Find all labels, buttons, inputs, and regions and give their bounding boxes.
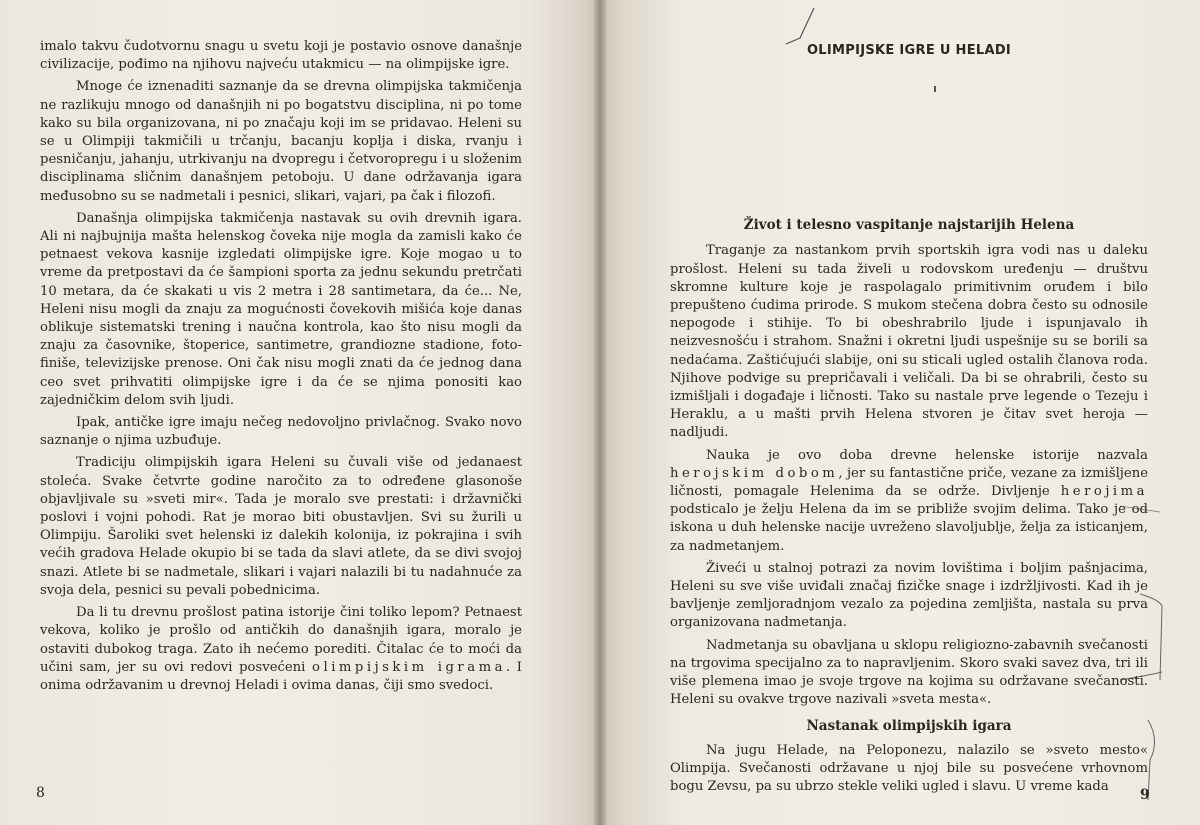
right-page [600,0,1200,825]
paragraph: Na jugu Helade, na Peloponezu, nalazilo se »sveto mesto« Olimpija. Svečanosti održavane u njoj bile su posvećene vrhovnom bogu Zevsu, pa su ubrzo stekle veliki ugled i slavu. U vreme kada [670,742,1148,795]
paragraph-text: , jer su fantastične priče, vezane za izmišljene ličnosti, pomagale Helenima da se održe. Divljenje [670,465,1148,500]
right-page-text [670,38,1148,800]
paragraph [40,604,522,695]
spacer [670,60,1148,210]
paragraph: imalo takvu čudotvornu snagu u svetu koji je postavio osnove današnje civilizacije, pođimo na njihovu najveću utakmicu — na olimpijske igre. [40,39,522,73]
paragraph [670,447,1148,556]
paragraph: Tradiciju olimpijskih igara Heleni su čuvali više od jedanaest stoleća. Svake četvrte godine naročito za to određene glasonoše objavljivale su »sveti mir«. Tada je moralo sve prestati: i državnički poslovi i vojni pohodi. Rat je morao biti obustavljen. Svi su žurili u Olimpiju. Šaroliki svet helenski iz dalekih kolonija, iz pokrajina i svih većih gradova Helade okupio bi se tada da slavi atlete, da se divi svojoj snazi. Atlete bi se nadmetale, slikari i vajari nalazili bi tu nadahnuće za svoja dela, pesnici su pevali pobednicima. [40,455,522,598]
paragraph: Mnoge će iznenaditi saznanje da se drevna olimpijska takmičenja ne razlikuju mnogo od današnjih ni po bogatstvu disciplina, ni po tome kako su bila organizovana, ni po značaju koji im se pridavao. Heleni su se u Olimpiji takmičili u trčanju, bacanju koplja i diska, rvanju i pesničanju, jahanju, utrkivanju na dvopregu i četvoropregu i u složenim disciplinama sličnim današnjem petoboju. U dane održavanja igara međusobno su se nadmetali i pesnici, slikari, vajari, pa čak i filozofi. [40,79,522,204]
page-number: 9 [1140,787,1150,803]
chapter-title: OLIMPIJSKE IGRE U HELADI [806,43,1012,58]
paragraph-text: Nauka je ovo doba drevne helenske istorije nazvala [706,447,1148,463]
paragraph: Današnja olimpijska takmičenja nastavak su ovih drevnih igara. Ali ni najbujnija mašta helenskog čoveka nije mogla da zamisli kako će petnaest vekova kasnije izgledati olimpijske igre. Koje mogao u to vreme da pretpostavi da će šampioni sporta za jednu sekundu pretrčati 10 metara, da će skakati u vis 2 metra i 28 santimetara, da će... Ne, Heleni nisu mogli da znaju za mogućnosti čovekovih mišića koje danas oblikuje sistematski trening i naučna kontrola, kao što nisu mogli da znaju za časovnike, štoperice, santimetre, grandiozne stadione, foto-finiše, televizijske prenose. Oni čak nisu mogli znati da će jednog dana ceo svet prihvatiti olimpijske igre i da će se njima ponositi kao zajedničkim delom svih ljudi. [40,210,522,408]
book-gutter [594,0,606,825]
section-heading: Život i telesno vaspitanje najstarijih Helena [743,217,1075,234]
page-number: 8 [36,785,45,801]
left-page-text [40,38,522,699]
paragraph-text: podsticalo je želju Helena da im se približe svojim delima. Tako je od iskona u duh helenske nacije uvreženo slavoljublje, želja za isticanjem, za nadmetanjem. [670,502,1148,554]
sub-heading: Nastanak olimpijskih igara [806,718,1012,735]
paragraph-text: Da li tu drevnu prošlost patina istorije čini toliko lepom? Petnaest vekova, koliko je prošlo od antičkih do današnjih igara, moralo je ostaviti dubokog traga. Zato ih nećemo porediti. Čitalac će to moći da učini sam, jer su ovi redovi posvećeni [40,605,522,675]
paragraph: Ipak, antičke igre imaju nečeg nedovoljno privlačnog. Svako novo saznanje o njima uzbuđuje. [40,415,522,449]
spaced-emphasis: herojima [1060,484,1148,500]
spaced-emphasis: olimpijskim igrama [312,659,506,675]
paragraph: Traganje za nastankom prvih sportskih igra vodi nas u daleku prošlost. Heleni su tada živeli u rodovskom uređenju — društvu skromne kulture koje je raspolagalo primitivnim oruđem i bilo prepušteno ćudima prirode. S mukom stečena dobra često su odnosile nepogode i stihije. To bi obeshrabrilo ljude i ispunjavalo ih neizvesnošću i strahom. Snažni i okretni ljudi uspešnije su se borili sa nedaćama. Zaštićujući slabije, oni su sticali ugled ostalih članova roda. Njihove podvige su prepričavali i veličali. Da bi se ohrabrili, često su izmišljali i događaje i ličnosti. Tako su nastale prve legende o Tezeju i Heraklu, a u mašti prvih Helena stvoren je čitav svet heroja — nadljudi. [670,243,1148,441]
paragraph-text: . I onima održavanim u drevnoj Heladi i ovima danas, čiji smo svedoci. [40,659,522,693]
spaced-emphasis: herojskim dobom [670,465,839,481]
paragraph: Nadmetanja su obavljana u sklopu religiozno-zabavnih svečanosti na trgovima specijalno za to napravljenim. Skoro svaki savez dva, tri ili više plemena imao je svoje trgove na kojima su održavane svečanosti. Heleni su ovakve trgove nazivali »sveta mesta«. [670,637,1148,708]
paragraph: Živeći u stalnoj potrazi za novim lovištima i boljim pašnjacima, Heleni su sve više uviđali značaj fizičke snage i izdržljivosti. Kad ih je bavljenje zemljoradnjom vezalo za pojedina zemljišta, nastala su prva organizovana nadmetanja. [670,560,1148,631]
